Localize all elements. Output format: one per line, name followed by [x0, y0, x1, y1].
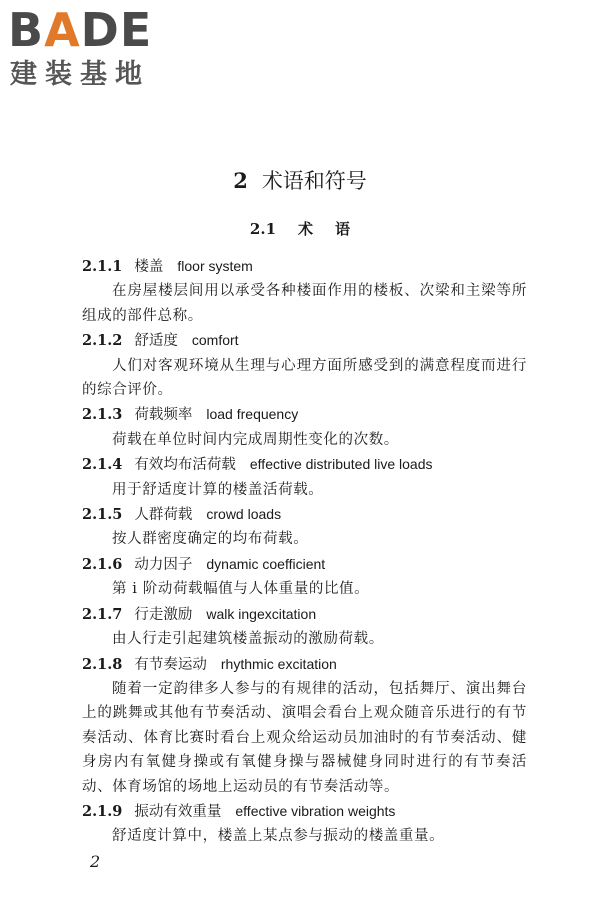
term-english: walk ingexcitation: [206, 605, 317, 622]
term-number: 2.1.7: [82, 605, 123, 623]
term-definition: 第 i 阶动荷载幅值与人体重量的比值。: [112, 581, 370, 598]
term-definition: 由人行走引起建筑楼盖振动的激励荷载。: [112, 631, 384, 648]
section-number: 2.1: [249, 220, 277, 238]
term-number: 2.1.8: [82, 655, 123, 673]
term-heading: [82, 452, 527, 477]
term-definition: 按人群密度确定的均布荷载。: [112, 531, 309, 548]
chapter-heading: [0, 166, 600, 196]
term-heading: [82, 402, 527, 427]
term-english: crowd loads: [206, 506, 282, 523]
term-number: 2.1.3: [82, 406, 123, 424]
term-english: load frequency: [206, 406, 299, 423]
chapter-number: 2: [233, 168, 248, 193]
term-number: 2.1.1: [82, 258, 123, 275]
section-title-part2: 语: [335, 220, 351, 238]
term-english: dynamic coefficient: [206, 555, 326, 572]
term-number: 2.1.4: [82, 456, 123, 474]
term-number: 2.1.9: [82, 802, 123, 820]
page-number: 2: [90, 852, 101, 871]
term-definition: 随着一定韵律多人参与的有规律的活动，包括舞厅、演出舞台上的跳舞或其他有节奏活动、演唱会看台上观众随音乐进行的有节奏活动、体育比赛时看台上观众给运动员加油时的有节奏活动、健身房内有氧健身操或有氧健身操与器械健身同时进行的有节奏活动、体育场馆的场地上运动员的有节奏活动等。: [82, 680, 527, 795]
term-chinese: 楼盖: [134, 259, 164, 275]
term-chinese: 人群荷载: [134, 507, 193, 524]
term-number: 2.1.6: [82, 555, 123, 573]
brand-logo: [8, 2, 178, 102]
section-title-part1: 术: [298, 220, 314, 238]
term-chinese: 振动有效重量: [134, 803, 222, 820]
term-english: rhythmic excitation: [220, 655, 337, 672]
term-chinese: 有节奏运动: [134, 656, 207, 673]
logo-subtitle: 建装基地: [10, 59, 150, 90]
term-definition: 舒适度计算中，楼盖上某点参与振动的楼盖重量。: [112, 828, 445, 845]
term-heading: [82, 254, 527, 279]
term-definition: 在房屋楼层间用以承受各种楼面作用的楼板、次梁和主梁等所组成的部件总称。: [82, 283, 527, 324]
terms-list: [82, 254, 527, 849]
term-definition: 用于舒适度计算的楼盖活荷载。: [112, 481, 324, 498]
term-english: floor system: [177, 258, 253, 274]
term-chinese: 舒适度: [134, 333, 178, 350]
term-number: 2.1.2: [82, 332, 123, 350]
term-chinese: 行走激励: [134, 606, 193, 623]
term-english: effective vibration weights: [235, 802, 396, 819]
term-chinese: 动力因子: [134, 556, 193, 573]
term-heading: [82, 799, 527, 824]
term-heading: [82, 602, 527, 627]
term-heading: [82, 552, 527, 577]
term-chinese: 有效均布活荷载: [134, 457, 236, 474]
term-english: effective distributed live loads: [249, 456, 433, 473]
section-heading: [0, 217, 600, 241]
logo-wordmark: BADE: [8, 3, 153, 57]
chapter-title: 术语和符号: [261, 169, 367, 193]
term-heading: [82, 652, 527, 677]
term-english: comfort: [191, 332, 239, 349]
term-definition: 荷载在单位时间内完成周期性变化的次数。: [112, 431, 399, 448]
term-number: 2.1.5: [82, 506, 123, 524]
term-heading: [82, 502, 527, 527]
term-definition: 人们对客观环境从生理与心理方面所感受到的满意程度而进行的综合评价。: [82, 357, 527, 399]
term-heading: [82, 328, 527, 353]
term-chinese: 荷载频率: [134, 407, 193, 424]
